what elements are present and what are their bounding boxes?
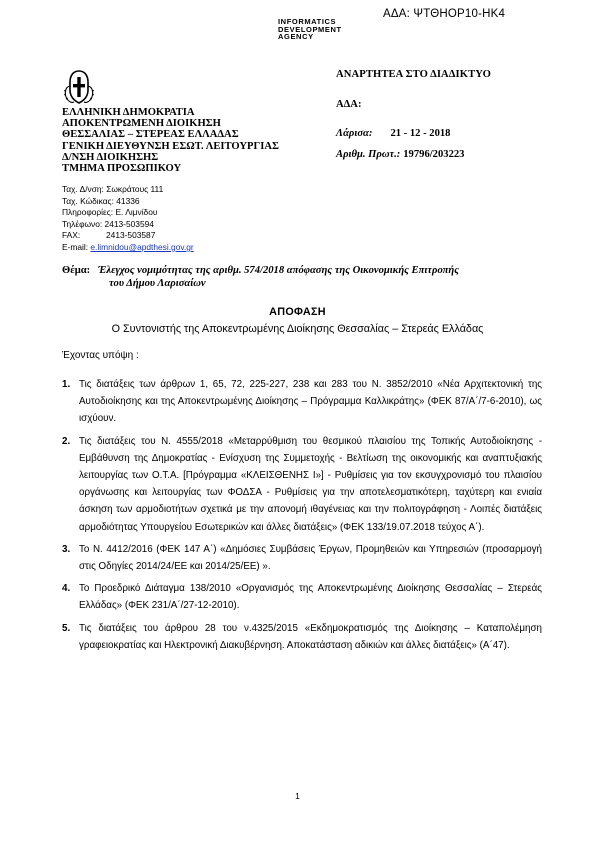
protocol-label: Αριθμ. Πρωτ.: (336, 149, 401, 160)
sender-line: Δ/ΝΣΗ ΔΙΟΙΚΗΣΗΣ (62, 151, 159, 163)
email-link[interactable]: e.limnidou@apdthesi.gov.gr (90, 241, 194, 252)
sender-line: ΤΜΗΜΑ ΠΡΟΣΩΠΙΚΟΥ (62, 163, 182, 175)
list-item (62, 580, 542, 614)
ida-line: INFORMATICS (278, 17, 337, 26)
ada-header: ΑΔΑ: ΨΤΘΗΟΡ10-ΗΚ4 (383, 8, 506, 20)
ada-label: ΑΔΑ: (336, 99, 362, 110)
contact-phone: Τηλέφωνο: 2413-503594 (62, 218, 154, 229)
contact-info: Πληροφορίες: Ε. Λιμνίδου (62, 207, 158, 218)
posting-notice: ΑΝΑΡΤΗΤΕΑ ΣΤΟ ΔΙΑΔΙΚΤΥΟ (336, 69, 491, 80)
email-label: E-mail: (62, 241, 89, 252)
sender-line: ΕΛΛΗΝΙΚΗ ΔΗΜΟΚΡΑΤΙΑ (62, 107, 195, 118)
considerations-list (62, 376, 542, 659)
item-number: 4. (62, 583, 71, 595)
sender-line: ΘΕΣΣΑΛΙΑΣ – ΣΤΕΡΕΑΣ ΕΛΛΑΔΑΣ (62, 129, 239, 141)
ida-line: DEVELOPMENT (278, 24, 342, 34)
ida-line: AGENCY (278, 32, 314, 41)
list-item (62, 620, 542, 654)
contact-block (62, 184, 194, 254)
sender-line: ΑΠΟΚΕΝΤΡΩΜΕΝΗ ΔΙΟΙΚΗΣΗ (62, 118, 221, 130)
item-text: Το Προεδρικό Διάταγμα 138/2010 «Οργανισμός της Αποκεντρωμένης Διοίκησης Θεσσαλίας – Στερεάς Ελλάδας» (ΦΕΚ 231/Α΄/27-12-2010). (79, 583, 542, 612)
right-info-block (336, 69, 491, 160)
subject-line-2: του Δήμου Λαρισαίων (109, 278, 206, 289)
list-item (62, 541, 542, 575)
date-row (336, 128, 491, 139)
decision-title: ΑΠΟΦΑΣΗ (269, 306, 326, 318)
contact-email (62, 242, 194, 254)
contact-address: Ταχ. Δ/νση: Σωκράτους 111 (62, 184, 164, 194)
fax-value: 2413-503587 (106, 230, 156, 241)
hellenic-republic-emblem-icon (62, 68, 96, 111)
subject-block (62, 264, 542, 290)
intro-text: Έχοντας υπόψη : (62, 350, 139, 361)
date-value: 21 - 12 - 2018 (390, 128, 451, 139)
item-number: 5. (62, 622, 71, 634)
contact-fax (62, 230, 194, 242)
page-number: 1 (295, 791, 300, 801)
item-text: Το Ν. 4412/2016 (ΦΕΚ 147 Α΄) «Δημόσιες Συμβάσεις Έργων, Προμηθειών και Υπηρεσιών (προσαρμογή στις Οδηγίες 2014/24/ΕΕ και 2014/25/ΕΕ) ». (79, 543, 542, 573)
protocol-row (336, 149, 491, 160)
date-label: Λάρισα: (336, 128, 373, 139)
decision-heading (0, 306, 595, 335)
subject-line-1 (62, 264, 542, 277)
list-item (62, 376, 542, 428)
subject-label: Θέμα: (62, 265, 91, 276)
item-number: 3. (62, 543, 71, 555)
item-text: Τις διατάξεις του Ν. 4555/2018 «Μεταρρύθμιση του θεσμικού πλαισίου της Τοπικής Αυτοδιοίκησης - Εμβάθυνση της Δημοκρατίας - Ενίσχυση της Συμμετοχής - Βελτίωση της οικονομικής και αναπτυξιακής λειτουργίας των Ο.Τ.Α. [Πρόγραμμα «ΚΛΕΙΣΘΕΝΗΣ Ι»] - Ρυθμίσεις για τον εκσυγχρονισμό του πλαισίου οργάνωσης και λειτουργίας των ΦΟΔΣΑ - Ρυθμίσεις για την αποτελεσματικότερη, ταχύτερη και ενιαία άσκηση των αρμοδιοτήτων σχετικά με την απονομή ιθαγένειας και την πολιτογράφηση - Λοιπές διατάξεις αρμοδιότητας Υπουργείου Εσωτερικών και άλλες διατάξεις» (ΦΕΚ 133/19.07.2018 τεύχος Α΄). (79, 435, 542, 533)
contact-postal-code: Ταχ. Κώδικας: 41336 (62, 195, 140, 206)
fax-label: FAX: (62, 230, 81, 241)
item-number: 2. (62, 435, 71, 447)
sender-line: ΓΕΝΙΚΗ ΔΙΕΥΘΥΝΣΗ ΕΣΩΤ. ΛΕΙΤΟΥΡΓΙΑΣ (62, 140, 279, 152)
item-text: Τις διατάξεις του άρθρου 28 του ν.4325/2015 «Εκδημοκρατισμός της Διοίκησης – Καταπολέμηση γραφειοκρατίας και Ηλεκτρονική Διακυβέρνηση. Αποκατάσταση αδικιών και άλλες διατάξεις» (Α΄47). (79, 622, 542, 651)
subject-text: Έλεγχος νομιμότητας της αριθμ. 574/2018 απόφασης της Οικονομικής Επιτροπής (98, 265, 459, 276)
item-text: Τις διατάξεις των άρθρων 1, 65, 72, 225-227, 238 και 283 του Ν. 3852/2010 «Νέα Αρχιτεκτονική της Αυτοδιοίκησης και της Αποκεντρωμένης Διοίκησης – Πρόγραμμα Καλλικράτης» (ΦΕΚ 87/Α΄/7-6-2010), ως ισχύουν. (79, 379, 542, 425)
decision-subtitle: Ο Συντονιστής της Αποκεντρωμένης Διοίκησης Θεσσαλίας – Στερεάς Ελλάδας (111, 323, 484, 335)
list-item (62, 433, 542, 536)
protocol-value: 19796/203223 (403, 149, 465, 160)
ida-logo-text (278, 18, 342, 41)
item-number: 1. (62, 379, 71, 390)
sender-block (62, 107, 279, 174)
